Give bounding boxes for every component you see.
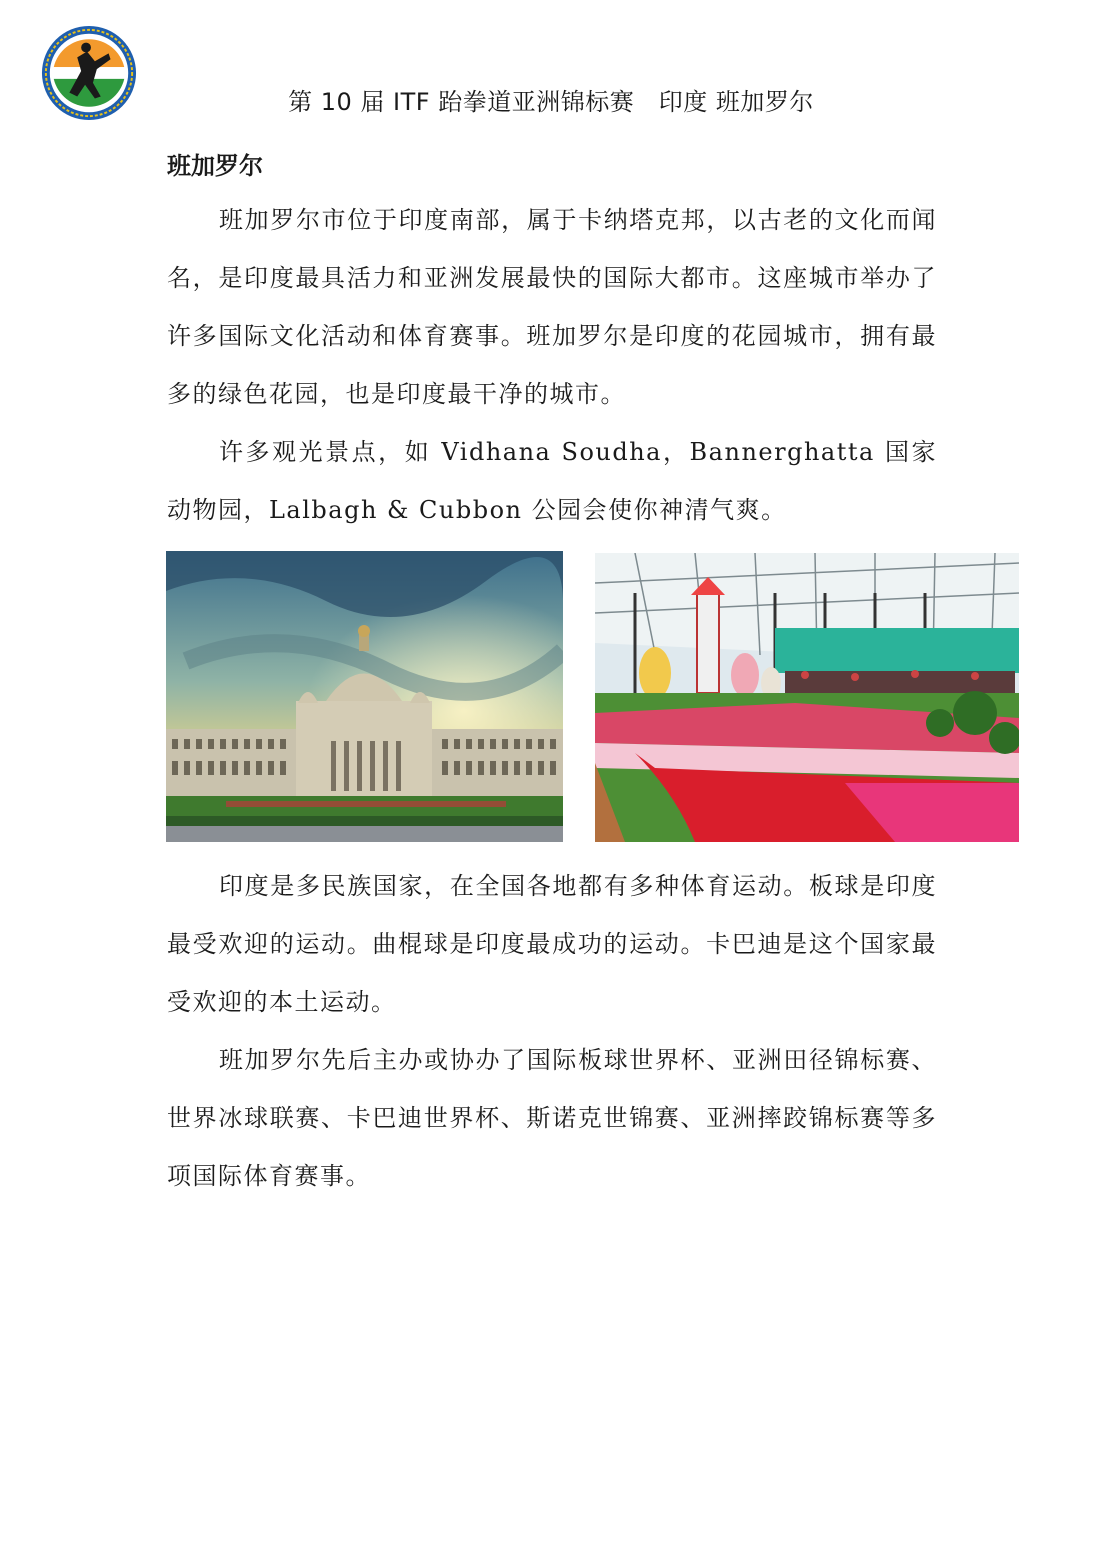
paragraph: 班加罗尔先后主办或协办了国际板球世界杯、亚洲田径锦标赛、世界冰球联赛、卡巴迪世界杯、斯诺克世锦赛、亚洲摔跤锦标赛等多项国际体育赛事。 xyxy=(167,1046,937,1190)
vidhana-soudha-photo xyxy=(166,551,563,842)
paragraph: 印度是多民族国家，在全国各地都有多种体育运动。板球是印度最受欢迎的运动。曲棍球是印度最成功的运动。卡巴迪是这个国家最受欢迎的本土运动。 xyxy=(167,872,937,1016)
paragraph: 许多观光景点，如 Vidhana Soudha，Bannerghatta 国家动物园，Lalbagh & Cubbon 公园会使你神清气爽。 xyxy=(167,438,937,524)
section-title: 班加罗尔 xyxy=(167,151,263,180)
page-header: 第 10 届 ITF 跆拳道亚洲锦标赛 印度 班加罗尔 xyxy=(288,88,814,116)
lalbagh-flower-show-photo xyxy=(595,553,1019,842)
intro-text xyxy=(167,191,937,539)
paragraph: 班加罗尔市位于印度南部，属于卡纳塔克邦，以古老的文化而闻名，是印度最具活力和亚洲发展最快的国际大都市。这座城市举办了许多国际文化活动和体育赛事。班加罗尔是印度的花园城市，拥有最多的绿色花园，也是印度最干净的城市。 xyxy=(167,206,937,408)
sports-text xyxy=(167,857,937,1205)
